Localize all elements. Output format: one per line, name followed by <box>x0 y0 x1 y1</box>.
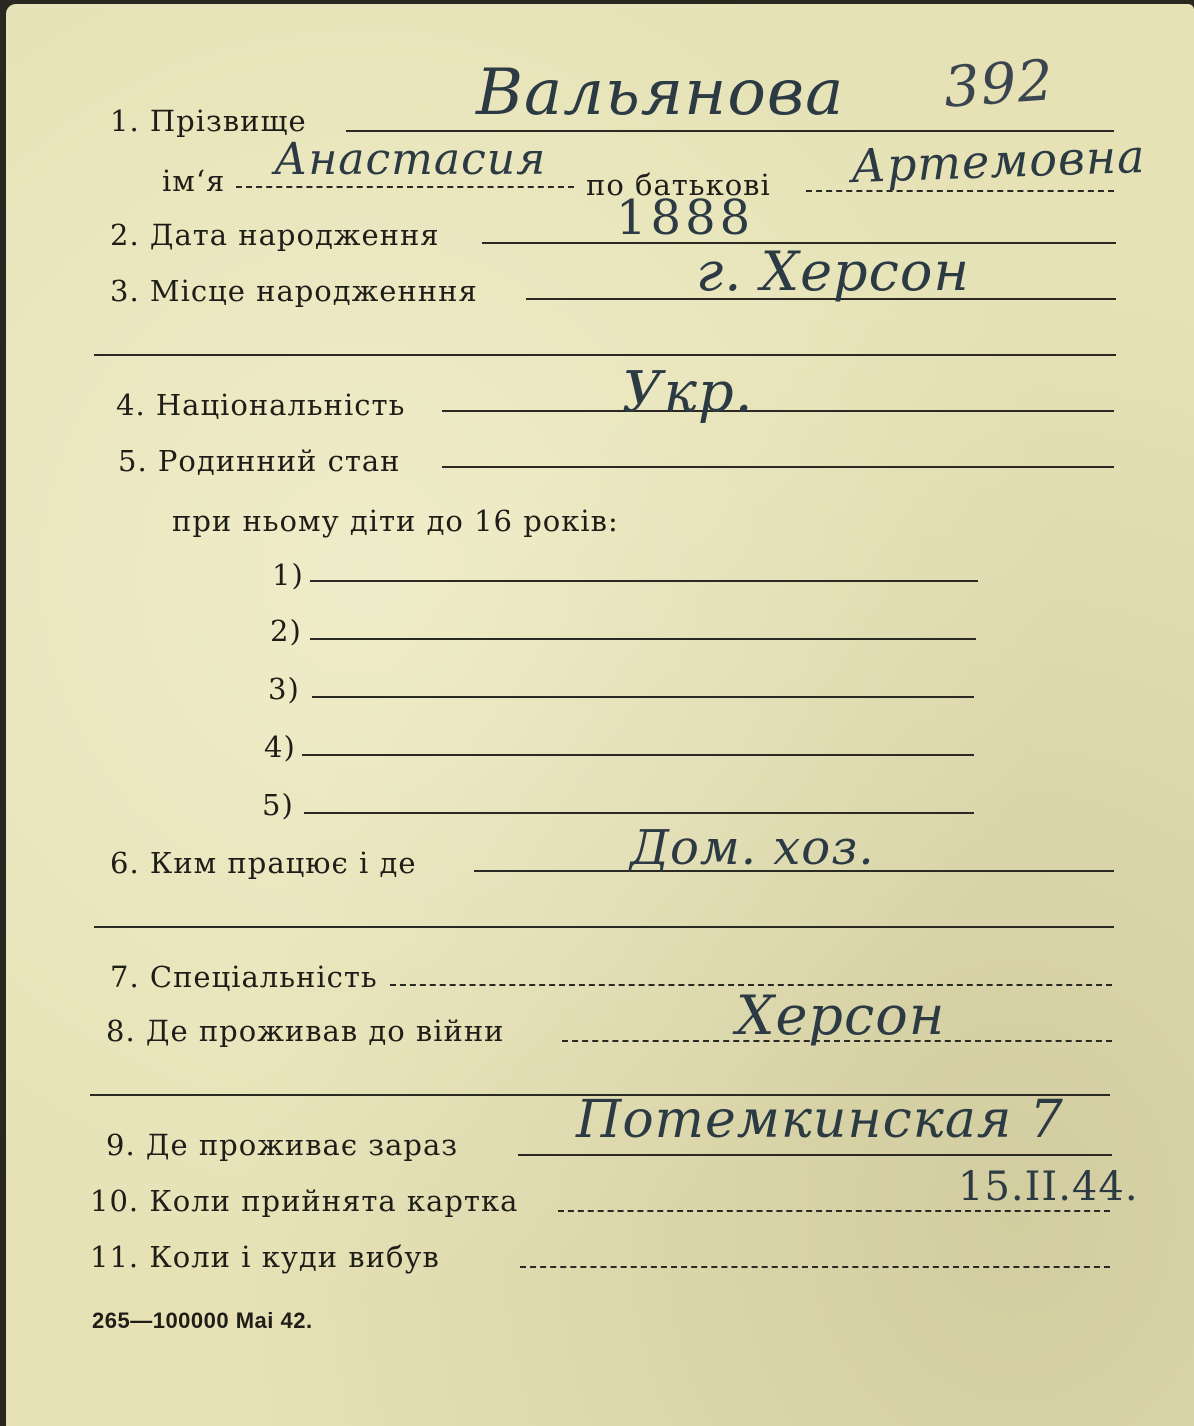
children-label: при ньому діти до 16 років: <box>172 504 619 538</box>
nationality-line <box>442 410 1114 412</box>
child-1-line <box>310 580 978 582</box>
patronymic-label: по батькові <box>586 168 771 202</box>
child-1-label: 1) <box>272 558 304 592</box>
patronymic-value: Артемовна <box>850 128 1147 194</box>
child-3-label: 3) <box>268 672 300 706</box>
occupation-value: Дом. хоз. <box>630 820 875 876</box>
card-number: 392 <box>941 48 1057 121</box>
child-5-line <box>304 812 974 814</box>
marital-label: 5. Родинний стан <box>118 444 401 478</box>
child-3-line <box>312 696 974 698</box>
name-line <box>236 186 574 188</box>
occupation-label: 6. Ким працює і де <box>110 846 417 880</box>
surname-value: Вальянова <box>476 56 845 130</box>
print-code: 265—100000 Mai 42. <box>92 1308 313 1333</box>
nationality-label: 4. Національність <box>116 388 406 422</box>
card-accepted-value: 15.II.44. <box>958 1164 1139 1210</box>
birthplace-label: 3. Місце народженння <box>110 274 478 308</box>
name-value: Анастасия <box>274 134 547 185</box>
name-label: ім‘я <box>162 164 226 198</box>
child-5-label: 5) <box>262 788 294 822</box>
birthdate-value: 1888 <box>616 190 755 246</box>
birthplace-line-2 <box>94 354 1116 356</box>
current-residence-value: Потемкинская 7 <box>576 1090 1064 1150</box>
surname-line <box>346 130 1114 132</box>
departure-line <box>520 1266 1110 1268</box>
prewar-residence-value: Херсон <box>736 984 946 1047</box>
departure-label: 11. Коли і куди вибув <box>90 1240 440 1274</box>
prewar-residence-label: 8. Де проживав до війни <box>106 1014 505 1048</box>
specialty-label: 7. Спеціальність <box>110 960 378 994</box>
child-2-label: 2) <box>270 614 302 648</box>
card-accepted-label: 10. Коли прийнята картка <box>90 1184 519 1218</box>
marital-line <box>442 466 1114 468</box>
occupation-line-2 <box>94 926 1114 928</box>
birthdate-label: 2. Дата народження <box>110 218 440 252</box>
child-4-line <box>302 754 974 756</box>
card-accepted-line <box>558 1210 1110 1212</box>
registration-card <box>6 4 1194 1426</box>
nationality-value: Укр. <box>622 360 754 425</box>
current-residence-label: 9. Де проживає зараз <box>106 1128 459 1162</box>
surname-label: 1. Прізвище <box>110 104 307 138</box>
child-4-label: 4) <box>264 730 296 764</box>
birthplace-value: г. Херсон <box>696 240 970 303</box>
child-2-line <box>310 638 976 640</box>
current-residence-line <box>518 1154 1112 1156</box>
